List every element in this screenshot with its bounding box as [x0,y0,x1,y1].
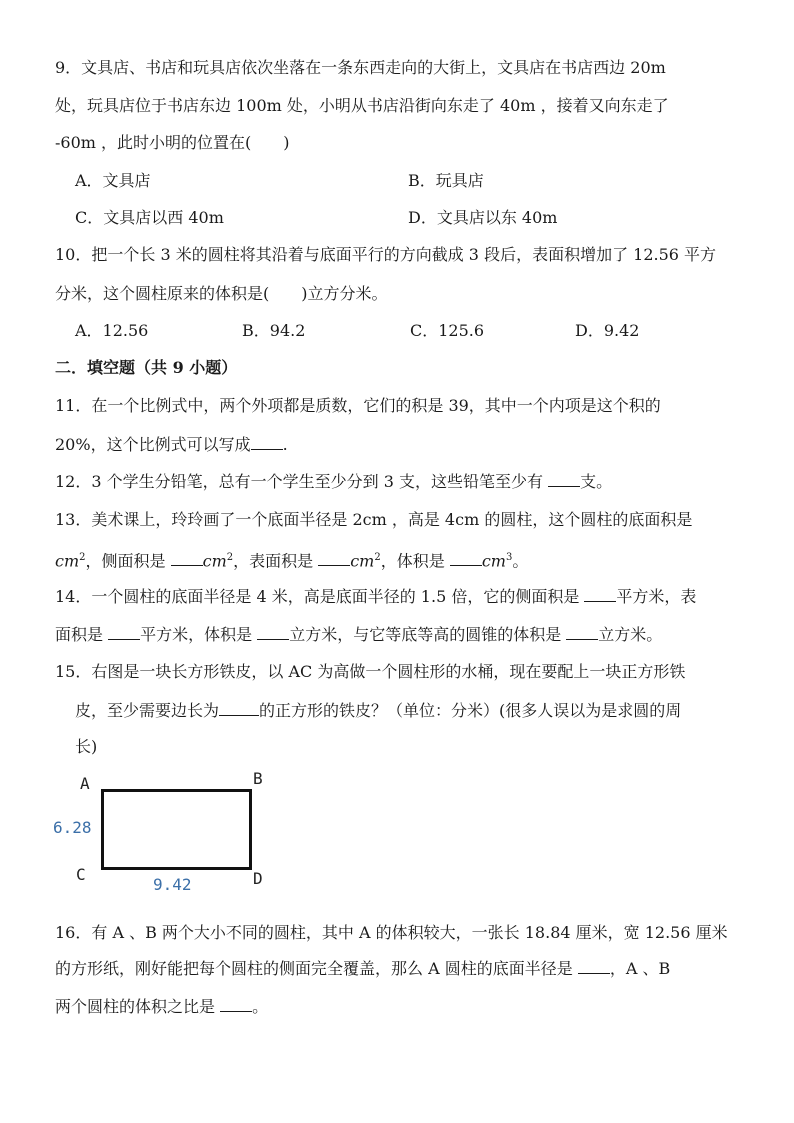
q10-option-b: B．94.2 [242,321,306,340]
q13-text-1: ，侧面积是 [85,551,171,571]
q9-line1: 9．文具店、书店和玩具店依次坐落在一条东西走向的大街上，文具店在书店西边 20m [55,58,666,77]
q14-blank-surface[interactable] [108,624,140,640]
q15-line3: 长) [75,737,98,756]
q14-text-6: 立方米。 [598,625,663,644]
q13-text-2: ，表面积是 [233,551,319,571]
q13-exp-4: 3 [505,552,513,563]
q13-line1: 13．美术课上，玲玲画了一个底面半径是 2cm ，高是 4cm 的圆柱，这个圆柱的底面积是 [55,510,693,529]
q12-line [55,471,612,492]
q15-line1: 15．右图是一块长方形铁皮，以 AC 为高做一个圆柱形的水桶，现在要配上一块正方形铁 [55,662,686,681]
q13-unit-1: cm [55,551,80,571]
q14-line2 [55,624,662,645]
q13-unit-2: cm [202,551,227,571]
height-label: 6.28 [53,818,92,837]
q16-line3 [55,996,268,1017]
q14-blank-cone[interactable] [566,624,598,640]
q9-line3: -60m ，此时小明的位置在( ) [55,133,290,152]
q14-blank-volume[interactable] [257,624,289,640]
q16-blank-ratio[interactable] [220,996,252,1012]
q11-text: 20%，这个比例式可以写成 [55,435,251,454]
q10-line2: 分米，这个圆柱原来的体积是( )立方分米。 [55,284,388,303]
q13-exp-1: 2 [79,552,86,563]
q13-line2 [55,548,528,571]
q9-option-d: D．文具店以东 40m [408,208,558,227]
q14-text-1: 14．一个圆柱的底面半径是 4 米，高是底面半径的 1.5 倍，它的侧面积是 [55,587,585,606]
q10-option-a: A．12.56 [75,321,149,340]
vertex-a-label: A [80,774,90,793]
section-title-fill-blank: 二．填空题（共 9 小题） [55,358,238,377]
q13-blank-volume[interactable] [450,550,482,566]
q12-end: 支。 [580,472,613,491]
q11-line2 [55,434,288,455]
q16-text-4: 。 [252,997,269,1016]
q10-line1: 10．把一个长 3 米的圆柱将其沿着与底面平行的方向截成 3 段后，表面积增加了 12.56 平方 [55,245,717,264]
q16-blank-radius[interactable] [578,958,610,974]
q13-exp-3: 2 [374,552,381,563]
q14-text-2: 平方米，表 [616,587,697,606]
q16-text-3: 两个圆柱的体积之比是 [55,997,221,1016]
q13-blank-surface[interactable] [318,550,350,566]
q13-blank-lateral[interactable] [171,550,203,566]
q11-end: . [282,435,288,454]
q14-text-4: 平方米，体积是 [140,625,258,644]
q14-blank-lateral[interactable] [584,586,616,602]
vertex-d-label: D [253,869,263,888]
q13-text-4: 。 [512,551,529,571]
q14-text-3: 面积是 [55,625,109,644]
width-label: 9.42 [153,875,192,894]
vertex-b-label: B [253,769,263,788]
q15-answer-blank[interactable] [219,700,259,716]
q13-text-3: ，体积是 [380,551,450,571]
q11-line1: 11．在一个比例式中，两个外项都是质数，它们的积是 39，其中一个内项是这个积的 [55,396,661,415]
vertex-c-label: C [76,865,86,884]
q10-option-d: D．9.42 [575,321,640,340]
q16-line1: 16．有 A 、B 两个大小不同的圆柱，其中 A 的体积较大，一张长 18.84 厘米，宽 12.56 厘米 [55,923,728,942]
q13-unit-4: cm [481,551,506,571]
q16-line2 [55,958,670,979]
q15-line2 [75,700,681,721]
q13-unit-3: cm [350,551,375,571]
q12-text: 12．3 个学生分铅笔，总有一个学生至少分到 3 支，这些铅笔至少有 [55,472,549,491]
q12-answer-blank[interactable] [548,471,580,487]
q9-option-a: A．文具店 [75,171,151,190]
q14-text-5: 立方米，与它等底等高的圆锥的体积是 [289,625,567,644]
q16-text-2: ，A 、B [609,959,671,978]
q15-text-1: 皮，至少需要边长为 [75,701,220,720]
q15-text-2: 的正方形的铁皮？（单位：分米）(很多人误以为是求圆的周 [259,701,682,720]
q9-option-c: C．文具店以西 40m [75,208,224,227]
q9-option-b: B．玩具店 [408,171,484,190]
q14-line1 [55,586,696,607]
q16-text-1: 的方形纸，刚好能把每个圆柱的侧面完全覆盖，那么 A 圆柱的底面半径是 [55,959,578,978]
q9-line2: 处，玩具店位于书店东边 100m 处，小明从书店沿街向东走了 40m ，接着又向东走了 [55,96,669,115]
q11-answer-blank[interactable] [251,434,283,450]
rectangle-outline [101,789,252,870]
q10-option-c: C．125.6 [410,321,485,340]
q13-exp-2: 2 [226,552,234,563]
